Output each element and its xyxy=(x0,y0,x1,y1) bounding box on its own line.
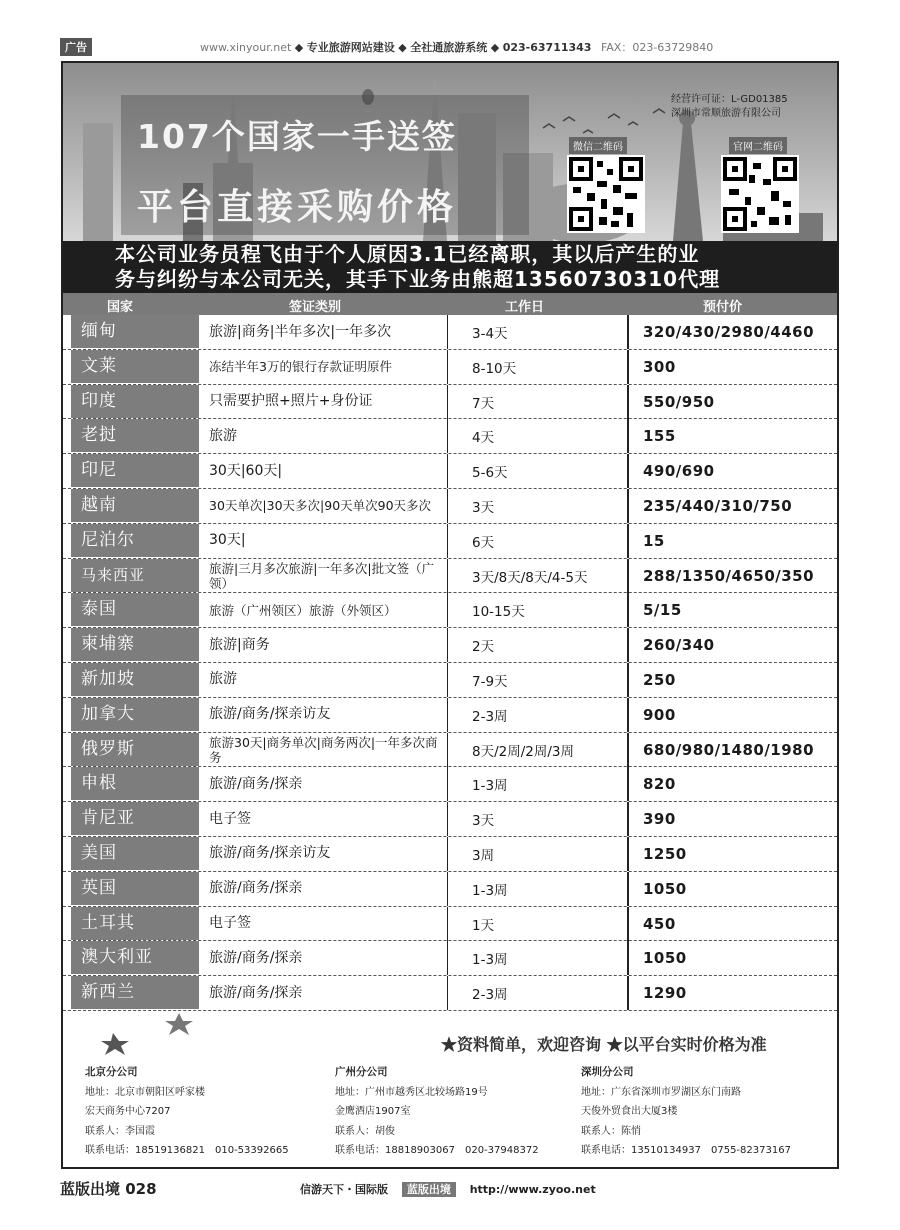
table-row xyxy=(63,524,837,559)
country-cell: 英国 xyxy=(71,872,199,905)
branch-address: 地址：北京市朝阳区呼家楼 xyxy=(85,1086,205,1098)
table-row xyxy=(63,628,837,663)
branch-address-2: 金鹰酒店1907室 xyxy=(335,1106,411,1117)
price-cell: 1250 xyxy=(627,837,837,871)
days-cell: 1-3周 xyxy=(447,941,627,975)
days-cell: 4天 xyxy=(447,419,627,453)
bullet-icon: ◆ xyxy=(294,41,307,54)
visa-cell: 旅游/商务/探亲 xyxy=(209,949,303,966)
license-number: 经营许可证：L-GD01385 xyxy=(671,94,788,105)
visa-cell: 旅游/商务/探亲访友 xyxy=(209,706,331,723)
country-cell: 泰国 xyxy=(71,593,199,626)
hero-title-2: 平台直接采购价格 xyxy=(137,187,458,228)
table-row xyxy=(63,976,837,1011)
table-row xyxy=(63,454,837,489)
visa-cell: 只需要护照+照片+身份证 xyxy=(209,393,373,410)
country-cell: 土耳其 xyxy=(71,907,199,940)
slogan-1: 专业旅游网站建设 xyxy=(306,41,395,54)
visa-cell: 旅游30天|商务单次|商务两次|一年多次商务 xyxy=(209,734,438,765)
days-cell: 3-4天 xyxy=(447,315,627,349)
visa-cell: 旅游/商务/探亲 xyxy=(209,775,303,792)
table-row xyxy=(63,559,837,594)
branch-beijing xyxy=(85,1063,289,1161)
price-cell: 900 xyxy=(627,698,837,732)
branch-name: 广州分公司 xyxy=(335,1066,388,1078)
branch-contact: 联系人：陈悄 xyxy=(581,1125,641,1137)
visa-cell: 旅游（广州领区）旅游（外领区） xyxy=(209,602,397,618)
page-folio: 蓝版出境 028 xyxy=(60,1180,157,1198)
country-cell: 老挝 xyxy=(71,419,199,452)
table-row xyxy=(63,663,837,698)
visa-cell: 旅游 xyxy=(209,671,237,688)
days-cell: 2-3周 xyxy=(447,976,627,1010)
days-cell: 1-3周 xyxy=(447,872,627,906)
header-info xyxy=(200,39,713,55)
visa-cell: 旅游/商务/探亲 xyxy=(209,984,303,1001)
price-cell: 450 xyxy=(627,907,837,941)
country-cell: 印尼 xyxy=(71,454,199,487)
branch-address: 地址：广东省深圳市罗湖区东门南路 xyxy=(581,1086,741,1098)
visa-cell: 冻结半年3万的银行存款证明原件 xyxy=(209,359,392,375)
hero-title-1: 107个国家一手送签 xyxy=(137,117,457,156)
table-row xyxy=(63,907,837,942)
table-header xyxy=(63,293,837,315)
visa-cell: 电子签 xyxy=(209,915,251,932)
country-cell: 文莱 xyxy=(71,350,199,383)
days-cell: 8-10天 xyxy=(447,350,627,384)
country-cell: 印度 xyxy=(71,385,199,418)
header-country: 国家 xyxy=(107,300,134,315)
branch-address: 地址：广州市越秀区北较场路19号 xyxy=(335,1086,488,1098)
visa-cell: 旅游|商务 xyxy=(209,636,270,653)
days-cell: 3周 xyxy=(447,837,627,871)
country-cell: 缅甸 xyxy=(71,315,199,348)
table-row xyxy=(63,315,837,350)
branch-phone: 联系电话：13510134937 0755-82373167 xyxy=(581,1145,791,1156)
country-cell: 加拿大 xyxy=(71,698,199,731)
days-cell: 6天 xyxy=(447,524,627,558)
price-cell: 15 xyxy=(627,524,837,558)
license-block xyxy=(671,93,788,121)
notice-banner xyxy=(63,241,837,293)
table-row xyxy=(63,802,837,837)
days-cell: 8天/2周/2周/3周 xyxy=(447,733,627,767)
table-row xyxy=(63,837,837,872)
header-visa-type: 签证类别 xyxy=(289,300,342,315)
footer-brand: 信游天下・国际版 xyxy=(300,1183,388,1196)
price-cell: 390 xyxy=(627,802,837,836)
table-row xyxy=(63,733,837,768)
table-row xyxy=(63,593,837,628)
price-cell: 490/690 xyxy=(627,454,837,488)
country-cell: 柬埔寨 xyxy=(71,628,199,661)
page-footer xyxy=(60,1178,840,1198)
visa-cell: 旅游|商务|半年多次|一年多次 xyxy=(209,323,392,340)
country-cell: 美国 xyxy=(71,837,199,870)
visa-cell: 30天|60天| xyxy=(209,462,283,479)
days-cell: 1天 xyxy=(447,907,627,941)
table-row xyxy=(63,419,837,454)
price-cell: 1050 xyxy=(627,872,837,906)
top-header xyxy=(60,38,840,56)
price-cell: 550/950 xyxy=(627,385,837,419)
days-cell: 2-3周 xyxy=(447,698,627,732)
header-workdays: 工作日 xyxy=(505,300,545,315)
footer-note: ★资料简单，欢迎咨询 ★以平台实时价格为准 xyxy=(441,1035,767,1054)
wechat-qr-label: 微信二维码 xyxy=(569,137,627,154)
visa-cell: 旅游/商务/探亲 xyxy=(209,880,303,897)
price-cell: 820 xyxy=(627,767,837,801)
branch-phone: 联系电话：18519136821 010-53392665 xyxy=(85,1145,289,1156)
price-cell: 260/340 xyxy=(627,628,837,662)
days-cell: 7-9天 xyxy=(447,663,627,697)
country-cell: 俄罗斯 xyxy=(71,733,199,766)
footer-url[interactable]: http://www.zyoo.net xyxy=(469,1183,596,1196)
site-url[interactable]: www.xinyour.net xyxy=(200,41,292,54)
notice-line-2: 务与纠纷与本公司无关，其手下业务由熊超13560730310代理 xyxy=(115,267,721,291)
wechat-qr-icon[interactable] xyxy=(567,155,645,233)
bullet-icon: ◆ xyxy=(490,41,503,54)
days-cell: 3天/8天/8天/4-5天 xyxy=(447,559,627,593)
country-cell: 申根 xyxy=(71,767,199,800)
country-cell: 越南 xyxy=(71,489,199,522)
days-cell: 2天 xyxy=(447,628,627,662)
starfish-decoration-icon xyxy=(93,1011,203,1057)
branch-address-2: 宏天商务中心7207 xyxy=(85,1106,171,1117)
visa-cell: 30天单次|30天多次|90天单次90天多次 xyxy=(209,498,432,514)
branch-contact: 联系人：李国霞 xyxy=(85,1125,155,1137)
price-cell: 235/440/310/750 xyxy=(627,489,837,523)
price-cell: 1290 xyxy=(627,976,837,1010)
visa-cell: 电子签 xyxy=(209,810,251,827)
days-cell: 1-3周 xyxy=(447,767,627,801)
days-cell: 3天 xyxy=(447,489,627,523)
header-price: 预付价 xyxy=(703,300,743,315)
table-row xyxy=(63,698,837,733)
footer-brand-line xyxy=(300,1181,596,1197)
branch-name: 北京分公司 xyxy=(85,1066,138,1078)
bullet-icon: ◆ xyxy=(398,41,411,54)
table-row xyxy=(63,941,837,976)
price-cell: 288/1350/4650/350 xyxy=(627,559,837,593)
days-cell: 10-15天 xyxy=(447,593,627,627)
country-cell: 新西兰 xyxy=(71,976,199,1009)
branch-name: 深圳分公司 xyxy=(581,1066,634,1078)
price-cell: 300 xyxy=(627,350,837,384)
table-row xyxy=(63,350,837,385)
notice-line-1: 本公司业务员程飞由于个人原因3.1已经离职，其以后产生的业 xyxy=(115,242,700,266)
hero-banner xyxy=(63,63,837,241)
table-row xyxy=(63,872,837,907)
header-phone: 023-63711343 xyxy=(502,41,592,54)
price-cell: 320/430/2980/4460 xyxy=(627,315,837,349)
footer-tag: 蓝版出境 xyxy=(402,1182,456,1197)
header-fax: FAX：023-63729840 xyxy=(600,41,714,54)
price-cell: 1050 xyxy=(627,941,837,975)
ad-tag: 广告 xyxy=(60,38,92,56)
table-row xyxy=(63,767,837,802)
branch-address-2: 天俊外贸食出大厦3楼 xyxy=(581,1106,678,1117)
table-row xyxy=(63,385,837,420)
price-cell: 5/15 xyxy=(627,593,837,627)
visa-cell: 30天| xyxy=(209,532,246,549)
slogan-2: 全社通旅游系统 xyxy=(410,41,488,54)
days-cell: 5-6天 xyxy=(447,454,627,488)
site-qr-icon[interactable] xyxy=(721,155,799,233)
visa-cell: 旅游/商务/探亲访友 xyxy=(209,845,331,862)
days-cell: 3天 xyxy=(447,802,627,836)
country-cell: 新加坡 xyxy=(71,663,199,696)
company-name: 深圳市常顺旅游有限公司 xyxy=(671,108,781,119)
country-cell: 尼泊尔 xyxy=(71,524,199,557)
branch-shenzhen xyxy=(581,1063,791,1161)
ad-frame xyxy=(61,61,839,1169)
table-row xyxy=(63,489,837,524)
visa-cell: 旅游 xyxy=(209,427,237,444)
country-cell: 肯尼亚 xyxy=(71,802,199,835)
price-cell: 250 xyxy=(627,663,837,697)
country-cell: 澳大利亚 xyxy=(71,941,199,974)
site-qr-label: 官网二维码 xyxy=(729,137,787,154)
price-cell: 680/980/1480/1980 xyxy=(627,733,837,767)
branch-phone: 联系电话：18818903067 020-37948372 xyxy=(335,1145,539,1156)
country-cell: 马来西亚 xyxy=(71,559,199,592)
branch-contact: 联系人：胡俊 xyxy=(335,1125,395,1137)
visa-cell: 旅游|三月多次旅游|一年多次|批文签（广领） xyxy=(209,560,435,591)
days-cell: 7天 xyxy=(447,385,627,419)
price-cell: 155 xyxy=(627,419,837,453)
branch-guangzhou xyxy=(335,1063,539,1161)
visa-table xyxy=(63,315,837,1011)
